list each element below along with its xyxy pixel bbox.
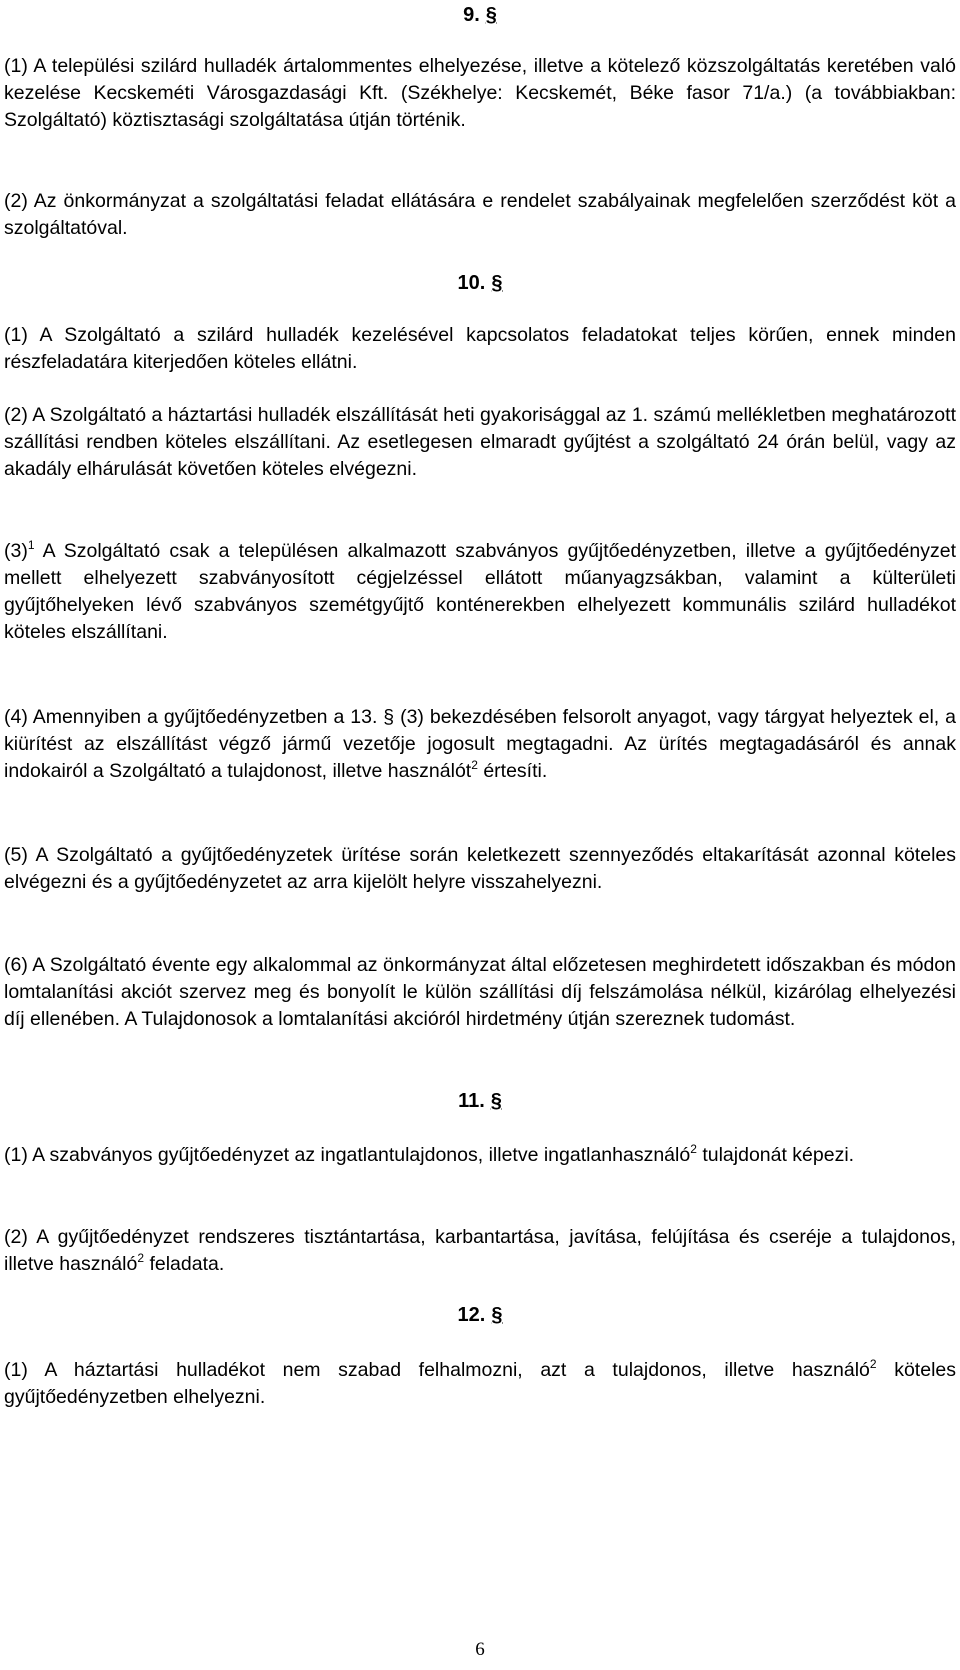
section-heading-9	[0, 2, 960, 29]
paragraph-10-3	[4, 538, 956, 646]
paragraph-text: (3)	[4, 540, 28, 562]
paragraph-10-5: (5) A Szolgáltató a gyűjtőedényzetek ürítése során keletkezett szennyeződés eltakarítását azonnal köteles elvégezni és a gyűjtőedényzetet az arra kijelölt helyre visszahelyezni.	[4, 844, 956, 893]
paragraph-9-2: (2) Az önkormányzat a szolgáltatási feladat ellátására e rendelet szabályainak megfelelően szerződést köt a szolgáltatóval.	[4, 190, 956, 239]
section-number: 11.	[458, 1090, 485, 1112]
footnote-ref: 2	[690, 1142, 697, 1156]
footnote-ref: 1	[27, 538, 35, 552]
paragraph-10-4	[4, 704, 956, 785]
section-sign: §	[491, 1304, 503, 1326]
section-heading-12	[0, 1302, 960, 1329]
section-number: 10.	[457, 272, 486, 294]
section-sign: §	[491, 272, 503, 294]
section-heading-10	[0, 270, 960, 297]
paragraph-text: értesíti.	[477, 760, 548, 782]
paragraph-10-6: (6) A Szolgáltató évente egy alkalommal az önkormányzat által előzetesen meghirdetett időszakban és módon lomtalanítási akciót szervez meg és bonyolít le külön szállítási díj felszámolása nélkül, kizárólag elhelyezési díj ellenében. A Tulajdonosok a lomtalanítási akcióról hirdetmény útján szereznek tudomást.	[4, 954, 956, 1030]
paragraph-9-1: (1) A települési szilárd hulladék ártalommentes elhelyezése, illetve a kötelező közszolgáltatás keretében való kezelése Kecskeméti Városgazdasági Kft. (Székhelye: Kecskemét, Béke fasor 71/a.) (a továbbiakban: Szolgáltató) köztisztasági szolgáltatása útján történik.	[4, 55, 956, 131]
paragraph-10-2: (2) A Szolgáltató a háztartási hulladék elszállítását heti gyakorisággal az 1. számú mellékletben meghatározott szállítási rendben köteles elszállítani. Az esetlegesen elmaradt gyűjtést a szolgáltató 24 órán belül, vagy az akadály elhárulását követően köteles elvégezni.	[4, 404, 956, 480]
paragraph-12-1	[4, 1357, 956, 1411]
paragraph-text: (1) A szabványos gyűjtőedényzet az ingatlantulajdonos, illetve ingatlanhasználó	[4, 1144, 691, 1166]
footnote-ref: 2	[137, 1251, 145, 1265]
paragraph-text: (2) A gyűjtőedényzet rendszeres tisztántartása, karbantartása, javítása, felújítása és cseréje a tulajdonos, illetve használó	[4, 1226, 956, 1275]
section-number: 9.	[463, 4, 480, 26]
section-sign: §	[490, 1090, 502, 1112]
paragraph-10-1: (1) A Szolgáltató a szilárd hulladék kezelésével kapcsolatos feladatokat teljes körűen, ennek minden részfeladatára kiterjedően köteles ellátni.	[4, 324, 956, 373]
paragraph-text: köteles gyűjtőedényzetben elhelyezni.	[4, 1359, 956, 1408]
footnote-ref: 2	[471, 758, 478, 772]
paragraph-text: tulajdonát képezi.	[696, 1144, 855, 1166]
paragraph-text: A Szolgáltató csak a településen alkalmazott szabványos gyűjtőedényzetben, illetve a gyűjtőedényzet mellett elhelyezett szabványosított cégjelzéssel ellátott műanyagzsákban, valamint a külterületi gyűjtőhelyeken lévő szabványos szemétgyűjtő konténerekben elhelyezett kommunális szilárd hulladékot köteles elszállítani.	[4, 540, 956, 643]
page-number: 6	[475, 1639, 485, 1660]
paragraph-text: feladata.	[144, 1253, 225, 1275]
section-number: 12.	[457, 1304, 486, 1326]
paragraph-text: (4) Amennyiben a gyűjtőedényzetben a 13. § (3) bekezdésében felsorolt anyagot, vagy tárgyat helyeztek el, a kiürítést az elszállítást végző jármű vezetője jogosult megtagadni. Az ürítés megtagadásáról és annak indokairól a Szolgáltató a tulajdonost, illetve használót	[4, 706, 956, 782]
paragraph-11-1	[4, 1142, 956, 1169]
footnote-ref: 2	[869, 1357, 877, 1371]
section-sign: §	[485, 4, 497, 26]
section-heading-11	[0, 1088, 960, 1115]
paragraph-11-2	[4, 1224, 956, 1278]
paragraph-text: (1) A háztartási hulladékot nem szabad felhalmozni, azt a tulajdonos, illetve használó	[4, 1359, 870, 1381]
